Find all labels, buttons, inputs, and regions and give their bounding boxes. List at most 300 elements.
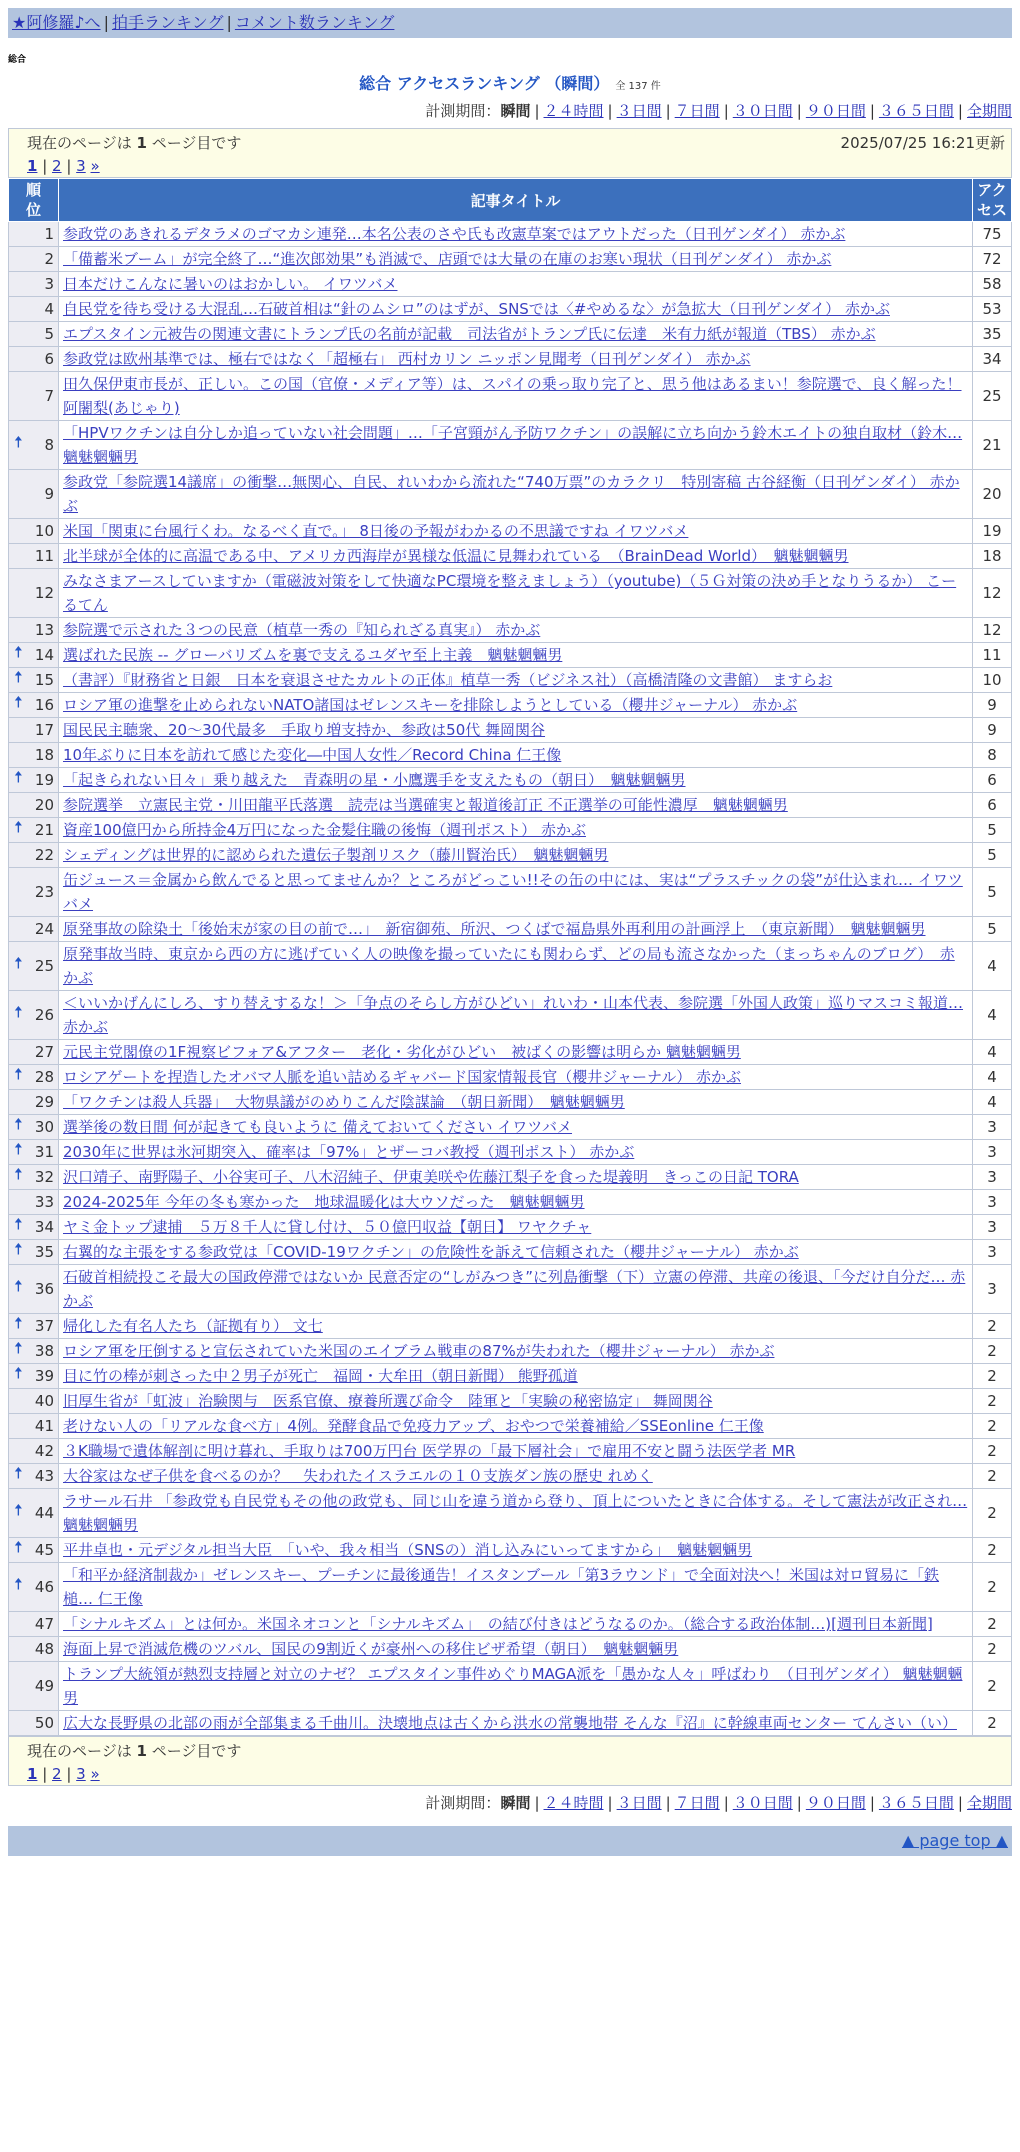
period-link[interactable]: ３日間 <box>616 1794 662 1812</box>
access-count: 2 <box>973 1489 1012 1538</box>
title-column-header: 記事タイトル <box>59 179 973 222</box>
period-link[interactable]: ３日間 <box>616 102 662 120</box>
table-row <box>9 1115 1012 1140</box>
article-title-link[interactable]: 参政党「参院選14議席」の衝撃…無関心、自民、れいわから流れた“740万票”のカラクリ 特別寄稿 古谷経衡（日刊ゲンダイ） 赤かぶ <box>63 473 960 515</box>
access-count: 2 <box>973 1563 1012 1612</box>
page-link[interactable]: 1 <box>27 157 38 175</box>
table-row <box>9 247 1012 272</box>
title-cell <box>59 991 973 1040</box>
title-cell <box>59 1538 973 1563</box>
period-separator: | <box>665 102 671 120</box>
period-link[interactable]: 全期間 <box>966 1794 1012 1812</box>
rank-up-arrow-icon: 🠅 <box>14 667 23 687</box>
current-page-text <box>27 1739 1003 1763</box>
table-row <box>9 1215 1012 1240</box>
article-title-link[interactable]: ヤミ金トップ逮捕 ５万８千人に貸し付け、５０億円収益【朝日】 ワヤクチャ <box>63 1218 592 1236</box>
title-cell <box>59 643 973 668</box>
table-row <box>9 868 1012 917</box>
rank-number: 32 <box>34 1168 54 1186</box>
page-link[interactable]: 3 <box>76 1765 86 1783</box>
rank-number: 26 <box>34 1006 54 1024</box>
article-title-link[interactable]: 米国「関東に台風行くわ。なるべく直で。」 8日後の予報がわかるの不思議ですね イワツバメ <box>63 522 689 540</box>
access-count: 2 <box>973 1314 1012 1339</box>
access-count: 4 <box>973 1040 1012 1065</box>
article-title-link[interactable]: 「HPVワクチンは自分しか追っていない社会問題」…「子宮頸がん予防ワクチン」の誤解に立ち向かう鈴木エイトの独自取材（鈴木… 魑魅魍魎男 <box>63 424 963 466</box>
access-count: 5 <box>973 868 1012 917</box>
table-row <box>9 1314 1012 1339</box>
article-title-link[interactable]: ３K職場で遺体解剖に明け暮れ、手取りは700万円台 医学界の「最下層社会」で雇用不安と闘う法医学者 MR <box>63 1442 796 1460</box>
article-title-link[interactable]: 自民党を待ち受ける大混乱…石破首相は“針のムシロ”のはずが、SNSでは〈#やめるな〉が急拡大（日刊ゲンダイ） 赤かぶ <box>63 300 890 318</box>
article-title-link[interactable]: 大谷家はなぜ子供を食べるのか？ 失われたイスラエルの１０支族ダン族の歴史 れめく <box>63 1467 653 1485</box>
rank-number: 2 <box>44 250 54 268</box>
rank-number: 18 <box>34 746 54 764</box>
rank-cell <box>9 868 59 917</box>
rank-up-arrow-icon: 🠅 <box>14 692 23 712</box>
rank-number: 35 <box>34 1243 54 1261</box>
rank-number: 33 <box>34 1193 54 1211</box>
access-count: 8 <box>973 743 1012 768</box>
rank-up-arrow-icon: 🠅 <box>14 1363 23 1383</box>
title-cell <box>59 818 973 843</box>
rank-up-arrow-icon: 🠅 <box>14 1002 23 1022</box>
rank-number: 22 <box>34 846 54 864</box>
rank-number: 38 <box>34 1342 54 1360</box>
table-row <box>9 1662 1012 1711</box>
table-row <box>9 1190 1012 1215</box>
rank-number: 4 <box>44 300 54 318</box>
rank-cell <box>9 1439 59 1464</box>
rank-cell <box>9 1240 59 1265</box>
article-title-link[interactable]: 「備蓄米ブーム」が完全終了…“進次郎効果”も消滅で、店頭では大量の在庫のお寒い現状（日刊ゲンダイ） 赤かぶ <box>63 250 832 268</box>
access-count: 3 <box>973 1265 1012 1314</box>
article-title-link[interactable]: 帰化した有名人たち（証拠有り） 文七 <box>63 1317 323 1335</box>
article-title-link[interactable]: ラサール石井 「参政党も自民党もその他の政党も、同じ山を違う道から登り、頂上についたときに合体する。そして憲法が改正され… 魑魅魍魎男 <box>63 1492 968 1534</box>
article-title-link[interactable]: 日本だけこんなに暑いのはおかしい。 イワツバメ <box>63 275 398 293</box>
article-title-link[interactable]: 参院選挙 立憲民主党・川田龍平氏落選 読売は当選確実と報道後訂正 不正選挙の可能性濃厚 魑魅魍魎男 <box>63 796 788 814</box>
rank-cell <box>9 421 59 470</box>
title-cell <box>59 1612 973 1637</box>
access-count: 4 <box>973 1065 1012 1090</box>
current-page-number: 1 <box>136 134 147 152</box>
access-count: 2 <box>973 1339 1012 1364</box>
article-title-link[interactable]: （書評）『財務省と日銀 日本を衰退させたカルトの正体』植草一秀（ビジネス社）（高橋清隆の文書館） ますらお <box>63 671 833 689</box>
rank-cell <box>9 1662 59 1711</box>
period-link[interactable]: ３６５日間 <box>878 102 954 120</box>
article-title-link[interactable]: 10年ぶりに日本を訪れて感じた変化―中国人女性／Record China 仁王像 <box>63 746 562 764</box>
access-column-header: アクセス <box>973 179 1012 222</box>
table-row <box>9 297 1012 322</box>
next-page-link[interactable]: » <box>90 1765 100 1783</box>
title-cell <box>59 247 973 272</box>
period-link[interactable]: ７日間 <box>674 1794 720 1812</box>
table-row <box>9 1439 1012 1464</box>
rank-up-arrow-icon: 🠅 <box>14 1239 23 1259</box>
table-row <box>9 818 1012 843</box>
rank-cell <box>9 1612 59 1637</box>
table-row <box>9 1389 1012 1414</box>
access-count: 20 <box>973 470 1012 519</box>
article-title-link[interactable]: 田久保伊東市長が、正しい。この国（官僚・メディア等）は、スパイの乗っ取り完了と、思う他はあるまい！参院選で、良く解った！ 阿闍梨(あじゃり) <box>63 375 962 417</box>
article-title-link[interactable]: エプスタイン元被告の関連文書にトランプ氏の名前が記載 司法省がトランプ氏に伝達 米有力紙が報道（TBS） 赤かぶ <box>63 325 876 343</box>
rank-number: 46 <box>34 1578 54 1596</box>
access-count: 53 <box>973 297 1012 322</box>
table-row <box>9 718 1012 743</box>
period-selector-bottom <box>8 1790 1012 1816</box>
title-cell <box>59 569 973 618</box>
article-title-link[interactable]: 参政党のあきれるデタラメのゴマカシ連発…本名公表のさや氏も改憲草案ではアウトだった（日刊ゲンダイ） 赤かぶ <box>63 225 846 243</box>
rank-number: 24 <box>34 920 54 938</box>
access-count: 35 <box>973 322 1012 347</box>
rank-cell <box>9 569 59 618</box>
article-title-link[interactable]: 選ばれた民族 -- グローバリズムを裏で支えるユダヤ至上主義 魑魅魍魎男 <box>63 646 563 664</box>
page-separator: | <box>37 1765 53 1783</box>
period-link[interactable]: ７日間 <box>674 102 720 120</box>
article-title-link[interactable]: 缶ジュース＝金属から飲んでると思ってませんか？ところがどっこい!!その缶の中には、実は“プラスチックの袋”が仕込まれ… イワツバメ <box>63 871 963 913</box>
article-title-link[interactable]: 「ワクチンは殺人兵器」 大物県議がのめりこんだ陰謀論 （朝日新聞） 魑魅魍魎男 <box>63 1093 625 1111</box>
table-row <box>9 421 1012 470</box>
title-cell <box>59 1662 973 1711</box>
article-title-link[interactable]: 「起きられない日々」乗り越えた 青森明の星・小鷹選手を支えたもの（朝日） 魑魅魍魎男 <box>63 771 686 789</box>
period-link[interactable]: ３６５日間 <box>878 1794 954 1812</box>
rank-cell <box>9 1414 59 1439</box>
comment-ranking-link[interactable]: コメント数ランキング <box>234 13 395 32</box>
title-cell <box>59 1190 973 1215</box>
period-selector-top <box>8 98 1012 124</box>
table-row <box>9 1265 1012 1314</box>
table-row <box>9 1065 1012 1090</box>
period-separator: | <box>957 1794 963 1812</box>
table-row <box>9 618 1012 643</box>
access-count: 19 <box>973 519 1012 544</box>
access-count: 21 <box>973 421 1012 470</box>
ranking-container <box>8 128 1012 1786</box>
title-cell <box>59 618 973 643</box>
rank-cell <box>9 247 59 272</box>
table-row <box>9 470 1012 519</box>
title-cell <box>59 222 973 247</box>
access-count: 2 <box>973 1662 1012 1711</box>
applause-ranking-link[interactable]: 拍手ランキング <box>111 13 224 32</box>
rank-up-arrow-icon: 🠅 <box>14 767 23 787</box>
table-row <box>9 222 1012 247</box>
period-link[interactable]: ３０日間 <box>732 102 793 120</box>
article-title-link[interactable]: 目に竹の棒が刺さった中２男子が死亡 福岡・大牟田（朝日新聞） 熊野孤道 <box>63 1367 578 1385</box>
title-cell <box>59 1439 973 1464</box>
period-separator: | <box>534 102 540 120</box>
rank-up-arrow-icon: 🠅 <box>14 1500 23 1520</box>
rank-cell <box>9 297 59 322</box>
rank-cell <box>9 470 59 519</box>
table-row <box>9 668 1012 693</box>
access-count: 3 <box>973 1190 1012 1215</box>
period-link[interactable]: 全期間 <box>966 102 1012 120</box>
period-label: 計測期間： <box>425 102 501 120</box>
article-title-link[interactable]: 参政党は欧州基準では、極右ではなく「超極右」 西村カリン ニッポン見聞考（日刊ゲンダイ） 赤かぶ <box>63 350 751 368</box>
current-page-suffix: ページ目です <box>146 1742 242 1760</box>
period-link[interactable]: ９０日間 <box>805 1794 866 1812</box>
access-count: 3 <box>973 1140 1012 1165</box>
rank-up-arrow-icon: 🠅 <box>14 1214 23 1234</box>
rank-cell <box>9 1563 59 1612</box>
rank-cell <box>9 372 59 421</box>
article-title-link[interactable]: ロシアゲートを捏造したオバマ人脈を追い詰めるギャバード国家情報長官（櫻井ジャーナル） 赤かぶ <box>63 1068 741 1086</box>
article-title-link[interactable]: 「シナルキズム」とは何か。米国ネオコンと「シナルキズム」 の結び付きはどうなるのか。（総合する政治体制…)[週刊日本新聞] <box>63 1615 933 1633</box>
rank-up-arrow-icon: 🠅 <box>14 953 23 973</box>
title-cell <box>59 942 973 991</box>
rank-up-arrow-icon: 🠅 <box>14 1164 23 1184</box>
page-title: 総合 アクセスランキング （瞬間） <box>359 74 610 93</box>
rank-number: 30 <box>34 1118 54 1136</box>
table-row <box>9 1612 1012 1637</box>
rank-cell <box>9 793 59 818</box>
rank-number: 39 <box>34 1367 54 1385</box>
access-count: 72 <box>973 247 1012 272</box>
rank-number: 10 <box>34 522 54 540</box>
title-cell <box>59 470 973 519</box>
rank-cell <box>9 544 59 569</box>
period-separator: | <box>957 102 963 120</box>
rank-up-arrow-icon: 🠅 <box>14 1064 23 1084</box>
rank-cell <box>9 1140 59 1165</box>
access-count: 2 <box>973 1464 1012 1489</box>
rank-number: 28 <box>34 1068 54 1086</box>
table-row <box>9 793 1012 818</box>
access-count: 11 <box>973 643 1012 668</box>
article-title-link[interactable]: 平井卓也・元デジタル担当大臣 「いや、我々相当（SNSの）消し込みにいってますから」 魑魅魍魎男 <box>63 1541 753 1559</box>
rank-number: 25 <box>34 957 54 975</box>
rank-up-arrow-icon: 🠅 <box>14 432 23 452</box>
period-link[interactable]: ２４時間 <box>543 102 604 120</box>
period-current: 瞬間 <box>500 1794 531 1812</box>
article-title-link[interactable]: みなさまアースしていますか（電磁波対策をして快適なPC環境を整えましょう）（youtube)（５Ｇ対策の決め手となりうるか） こーるてん <box>63 572 957 614</box>
article-title-link[interactable]: 北半球が全体的に高温である中、アメリカ西海岸が異様な低温に見舞われている （BrainDead World） 魑魅魍魎男 <box>63 547 849 565</box>
rank-number: 16 <box>34 696 54 714</box>
nav-separator: | <box>226 13 232 32</box>
access-count: 2 <box>973 1414 1012 1439</box>
rank-number: 48 <box>34 1640 54 1658</box>
rank-cell <box>9 1115 59 1140</box>
article-title-link[interactable]: 選挙後の数日間 何が起きても良いように 備えておいてください イワツバメ <box>63 1118 573 1136</box>
article-title-link[interactable]: 参院選で示された３つの民意（植草一秀の『知られざる真実』） 赤かぶ <box>63 621 541 639</box>
article-title-link[interactable]: 旧厚生省が「虹波」治験関与 医系官僚、療養所選び命令 陸軍と「実験の秘密協定」 舞岡関谷 <box>63 1392 713 1410</box>
current-page-prefix: 現在のページは <box>27 134 137 152</box>
top-navigation-bar <box>8 8 1012 38</box>
rank-cell <box>9 1065 59 1090</box>
access-count: 9 <box>973 718 1012 743</box>
current-page-prefix: 現在のページは <box>27 1742 137 1760</box>
rank-number: 14 <box>34 646 54 664</box>
rank-up-arrow-icon: 🠅 <box>14 642 23 662</box>
article-title-link[interactable]: 海面上昇で消滅危機のツバル、国民の9割近くが豪州への移住ビザ希望（朝日） 魑魅魍魎男 <box>63 1640 679 1658</box>
rank-number: 12 <box>34 584 54 602</box>
table-row <box>9 693 1012 718</box>
current-page-number: 1 <box>136 1742 147 1760</box>
table-row <box>9 322 1012 347</box>
title-cell <box>59 1489 973 1538</box>
table-header-row <box>9 179 1012 222</box>
rank-cell <box>9 818 59 843</box>
rank-cell <box>9 1637 59 1662</box>
article-title-link[interactable]: 2030年に世界は氷河期突入、確率は「97%」とザーコバ教授（週刊ポスト） 赤かぶ <box>63 1143 635 1161</box>
article-title-link[interactable]: ロシア軍の進撃を止められないNATO諸国はゼレンスキーを排除しようとしている（櫻井ジャーナル） 赤かぶ <box>63 696 798 714</box>
period-link[interactable]: ３０日間 <box>732 1794 793 1812</box>
title-cell <box>59 322 973 347</box>
rank-cell <box>9 668 59 693</box>
page-link[interactable]: 2 <box>52 1765 62 1783</box>
rank-cell <box>9 1538 59 1563</box>
article-title-link[interactable]: 2024-2025年 今年の冬も寒かった 地球温暖化は大ウソだった 魑魅魍魎男 <box>63 1193 585 1211</box>
table-row <box>9 1637 1012 1662</box>
access-count: 2 <box>973 1637 1012 1662</box>
access-count: 2 <box>973 1711 1012 1736</box>
title-cell <box>59 1215 973 1240</box>
title-cell <box>59 1240 973 1265</box>
title-cell <box>59 768 973 793</box>
access-count: 34 <box>973 347 1012 372</box>
rank-cell <box>9 222 59 247</box>
rank-cell <box>9 768 59 793</box>
title-cell <box>59 1040 973 1065</box>
page-title-row <box>0 71 1020 94</box>
title-cell <box>59 868 973 917</box>
rank-cell <box>9 1190 59 1215</box>
access-count: 4 <box>973 1090 1012 1115</box>
page-top-link[interactable]: ▲ page top ▲ <box>901 1831 1008 1850</box>
period-link[interactable]: ９０日間 <box>805 102 866 120</box>
title-cell <box>59 1464 973 1489</box>
next-page-link[interactable]: » <box>90 157 100 175</box>
title-cell <box>59 347 973 372</box>
article-title-link[interactable]: 原発事故の除染土「後始末が家の目の前で…」 新宿御苑、所沢、つくばで福島県外再利用の計画浮上 （東京新聞） 魑魅魍魎男 <box>63 920 926 938</box>
access-count: 2 <box>973 1364 1012 1389</box>
rank-cell <box>9 843 59 868</box>
access-count: 4 <box>973 991 1012 1040</box>
article-title-link[interactable]: 老けない人の「リアルな食べ方」4例。発酵食品で免疫力アップ、おやつで栄養補給／SSEonline 仁王像 <box>63 1417 764 1435</box>
rank-number: 1 <box>44 225 54 243</box>
rank-column-header: 順位 <box>9 179 59 222</box>
access-count: 3 <box>973 1165 1012 1190</box>
title-cell <box>59 372 973 421</box>
article-title-link[interactable]: 資産100億円から所持金4万円になった金髪住職の後悔（週刊ポスト） 赤かぶ <box>63 821 586 839</box>
rank-number: 20 <box>34 796 54 814</box>
rank-number: 43 <box>34 1467 54 1485</box>
rank-cell <box>9 1265 59 1314</box>
access-count: 9 <box>973 693 1012 718</box>
rank-number: 13 <box>34 621 54 639</box>
access-count: 2 <box>973 1389 1012 1414</box>
pager-top <box>8 128 1012 178</box>
title-cell <box>59 1065 973 1090</box>
access-count: 5 <box>973 917 1012 942</box>
access-count: 3 <box>973 1215 1012 1240</box>
access-count: 18 <box>973 544 1012 569</box>
title-cell <box>59 1265 973 1314</box>
rank-number: 17 <box>34 721 54 739</box>
rank-number: 36 <box>34 1280 54 1298</box>
table-row <box>9 843 1012 868</box>
table-row <box>9 544 1012 569</box>
article-title-link[interactable]: 国民民主聴衆、20～30代最多 手取り増支持か、参政は50代 舞岡関谷 <box>63 721 546 739</box>
access-count: 3 <box>973 1115 1012 1140</box>
article-title-link[interactable]: 「和平か経済制裁か」ゼレンスキー、プーチンに最後通告！イスタンブール「第3ラウンド」で全面対決へ！米国は対ロ貿易に「鉄槌… 仁王像 <box>63 1566 940 1608</box>
period-link[interactable]: ２４時間 <box>543 1794 604 1812</box>
access-count: 2 <box>973 1439 1012 1464</box>
title-cell <box>59 519 973 544</box>
total-count: 全 137 件 <box>615 81 661 92</box>
rank-number: 31 <box>34 1143 54 1161</box>
article-title-link[interactable]: 沢口靖子、南野陽子、小谷実可子、八木沼純子、伊東美咲や佐藤江梨子を食った堤義明 きっこの日記 TORA <box>63 1168 799 1186</box>
period-separator: | <box>796 102 802 120</box>
rank-cell <box>9 347 59 372</box>
article-title-link[interactable]: トランプ大統領が熱烈支持層と対立のナゼ？ エプスタイン事件めぐりMAGA派を「愚かな人々」呼ばわり （日刊ゲンダイ） 魑魅魍魎男 <box>63 1665 963 1707</box>
period-separator: | <box>607 102 613 120</box>
page-link[interactable]: 3 <box>76 157 86 175</box>
home-link[interactable]: ★阿修羅♪へ <box>12 13 101 32</box>
rank-number: 27 <box>34 1043 54 1061</box>
access-count: 12 <box>973 569 1012 618</box>
access-count: 5 <box>973 843 1012 868</box>
access-count: 6 <box>973 768 1012 793</box>
table-row <box>9 1090 1012 1115</box>
table-row <box>9 1339 1012 1364</box>
period-separator: | <box>869 102 875 120</box>
rank-cell <box>9 1464 59 1489</box>
period-separator: | <box>723 102 729 120</box>
rank-number: 34 <box>34 1218 54 1236</box>
article-title-link[interactable]: 右翼的な主張をする参政党は「COVID-19ワクチン」の危険性を訴えて信頼された（櫻井ジャーナル） 赤かぶ <box>63 1243 799 1261</box>
table-row <box>9 1140 1012 1165</box>
section-label: 総合 <box>8 55 27 65</box>
title-cell <box>59 297 973 322</box>
title-cell <box>59 272 973 297</box>
rank-number: 23 <box>34 883 54 901</box>
article-title-link[interactable]: ロシア軍を圧倒すると宣伝されていた米国のエイブラム戦車の87%が失われた（櫻井ジャーナル） 赤かぶ <box>63 1342 775 1360</box>
article-title-link[interactable]: シェディングは世界的に認められた遺伝子製剤リスク（藤川賢治氏） 魑魅魍魎男 <box>63 846 609 864</box>
rank-number: 21 <box>34 821 54 839</box>
title-cell <box>59 1115 973 1140</box>
title-cell <box>59 1563 973 1612</box>
rank-number: 49 <box>34 1677 54 1695</box>
article-title-link[interactable]: 原発事故当時、東京から西の方に逃げていく人の映像を撮っていたにも関わらず、どの局も流さなかった（まっちゃんのブログ） 赤かぶ <box>63 945 955 987</box>
table-row <box>9 1464 1012 1489</box>
page-separator: | <box>37 157 53 175</box>
rank-number: 9 <box>44 485 54 503</box>
access-count: 2 <box>973 1538 1012 1563</box>
table-row <box>9 272 1012 297</box>
page-link[interactable]: 1 <box>27 1765 38 1783</box>
article-title-link[interactable]: 元民主党閣僚の1F視察ビフォア&アフター 老化・劣化がひどい 被ばくの影響は明らか 魑魅魍魎男 <box>63 1043 741 1061</box>
rank-cell <box>9 272 59 297</box>
rank-up-arrow-icon: 🠅 <box>14 1537 23 1557</box>
title-cell <box>59 1711 973 1736</box>
rank-up-arrow-icon: 🠅 <box>14 817 23 837</box>
rank-number: 15 <box>34 671 54 689</box>
rank-cell <box>9 519 59 544</box>
article-title-link[interactable]: ＜いいかげんにしろ、すり替えするな！＞「争点のそらし方がひどい」れいわ・山本代表、参院選「外国人政策」巡りマスコミ報道… 赤かぶ <box>63 994 964 1036</box>
access-count: 12 <box>973 618 1012 643</box>
table-row <box>9 519 1012 544</box>
page-link[interactable]: 2 <box>52 157 62 175</box>
rank-number: 45 <box>34 1541 54 1559</box>
table-row <box>9 917 1012 942</box>
article-title-link[interactable]: 石破首相続投こそ最大の国政停滞ではないか 民意否定の“しがみつき”に列島衝撃（下）立憲の停滞、共産の後退、「今だけ自分だ… 赤かぶ <box>63 1268 966 1310</box>
article-title-link[interactable]: 広大な長野県の北部の雨が全部集まる千曲川。決壊地点は古くから洪水の常襲地帯 そんな『沼』に幹線車両センター てんさい（い） <box>63 1714 957 1732</box>
access-count: 75 <box>973 222 1012 247</box>
current-page-suffix: ページ目です <box>146 134 242 152</box>
page-separator: | <box>61 1765 77 1783</box>
rank-number: 7 <box>44 387 54 405</box>
access-count: 3 <box>973 1240 1012 1265</box>
